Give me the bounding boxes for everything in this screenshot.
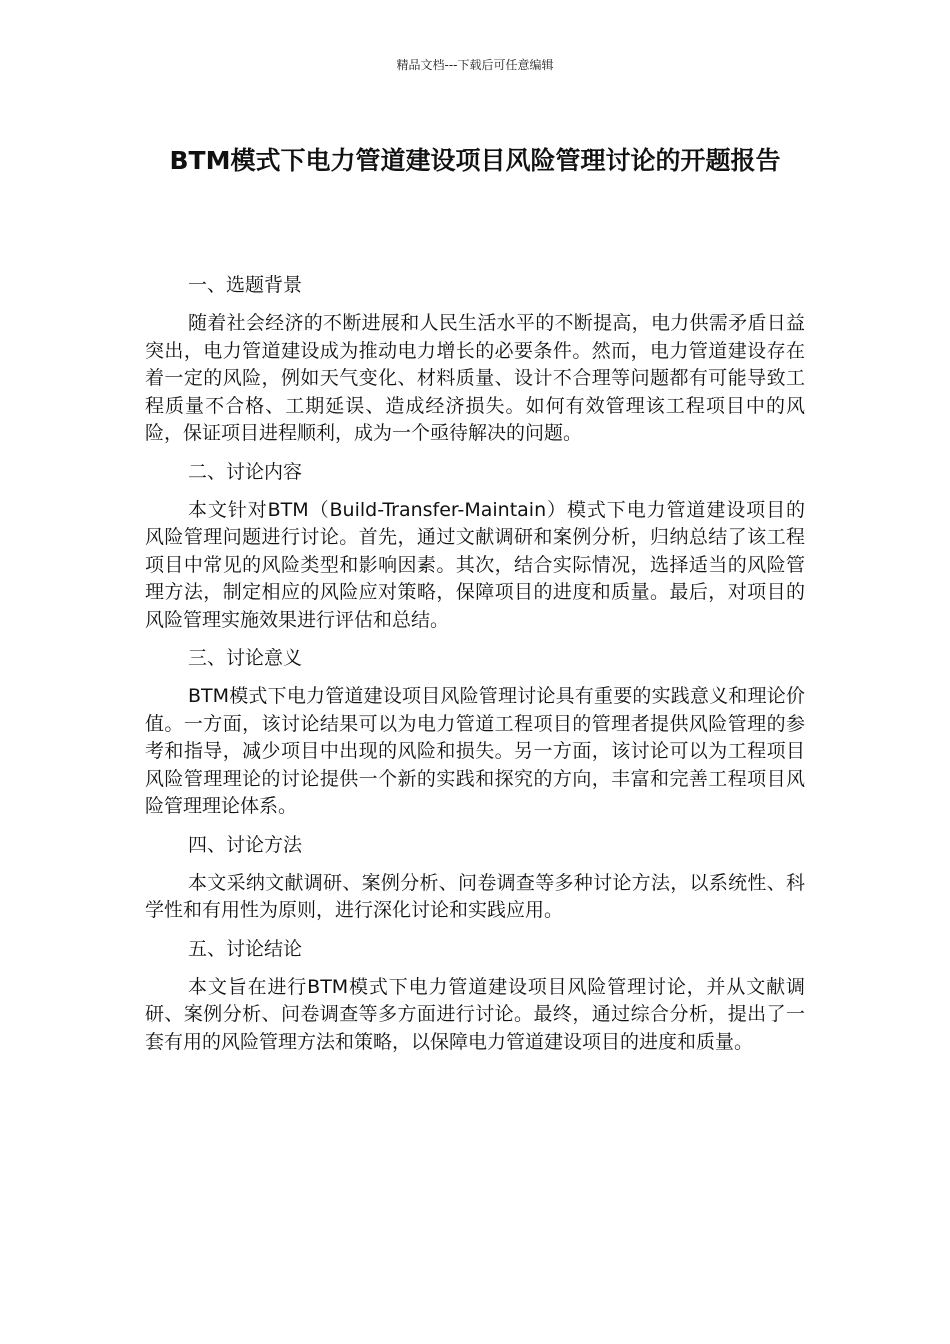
section-heading: 一、选题背景 <box>188 274 303 296</box>
section-methods <box>145 829 805 925</box>
section-paragraph: 本文针对BTM（Build-Transfer-Maintain）模式下电力管道建设项目的风险管理问题进行讨论。首先，通过文献调研和案例分析，归纳总结了该工程项目中常见的风险类型和影响因素。其次，结合实际情况，选择适当的风险管理方法，制定相应的风险应对策略，保障项目的进度和质量。最后，对项目的风险管理实施效果进行评估和总结。 <box>145 498 805 631</box>
section-background <box>145 269 805 448</box>
section-significance <box>145 642 805 821</box>
section-paragraph: 随着社会经济的不断进展和人民生活水平的不断提高，电力供需矛盾日益突出，电力管道建设成为推动电力增长的必要条件。然而，电力管道建设存在着一定的风险，例如天气变化、材料质量、设计不合理等问题都有可能导致工程质量不合格、工期延误、造成经济损失。如何有效管理该工程项目中的风险，保证项目进程顺利，成为一个亟待解决的问题。 <box>145 312 805 444</box>
section-heading: 五、讨论结论 <box>188 937 303 960</box>
document-body <box>145 269 805 1064</box>
section-paragraph: BTM模式下电力管道建设项目风险管理讨论具有重要的实践意义和理论价值。一方面，该讨论结果可以为电力管道工程项目的管理者提供风险管理的参考和指导，减少项目中出现的风险和损失。另一方面，该讨论可以为工程项目风险管理理论的讨论提供一个新的实践和探究的方向，丰富和完善工程项目风险管理理论体系。 <box>145 685 805 817</box>
section-conclusion <box>145 933 805 1057</box>
section-heading: 二、讨论内容 <box>188 460 303 483</box>
section-content <box>145 456 805 635</box>
section-paragraph: 本文旨在进行BTM模式下电力管道建设项目风险管理讨论，并从文献调研、案例分析、问卷调查等多方面进行讨论。最终，通过综合分析，提出了一套有用的风险管理方法和策略，以保障电力管道建设项目的进度和质量。 <box>145 975 805 1053</box>
section-heading: 四、讨论方法 <box>188 833 303 856</box>
document-title: BTM模式下电力管道建设项目风险管理讨论的开题报告 <box>169 146 781 175</box>
header-note: 精品文档---下载后可任意编辑 <box>396 58 554 72</box>
section-heading: 三、讨论意义 <box>188 647 303 669</box>
section-paragraph: 本文采纳文献调研、案例分析、问卷调查等多种讨论方法，以系统性、科学性和有用性为原则，进行深化讨论和实践应用。 <box>145 871 805 921</box>
